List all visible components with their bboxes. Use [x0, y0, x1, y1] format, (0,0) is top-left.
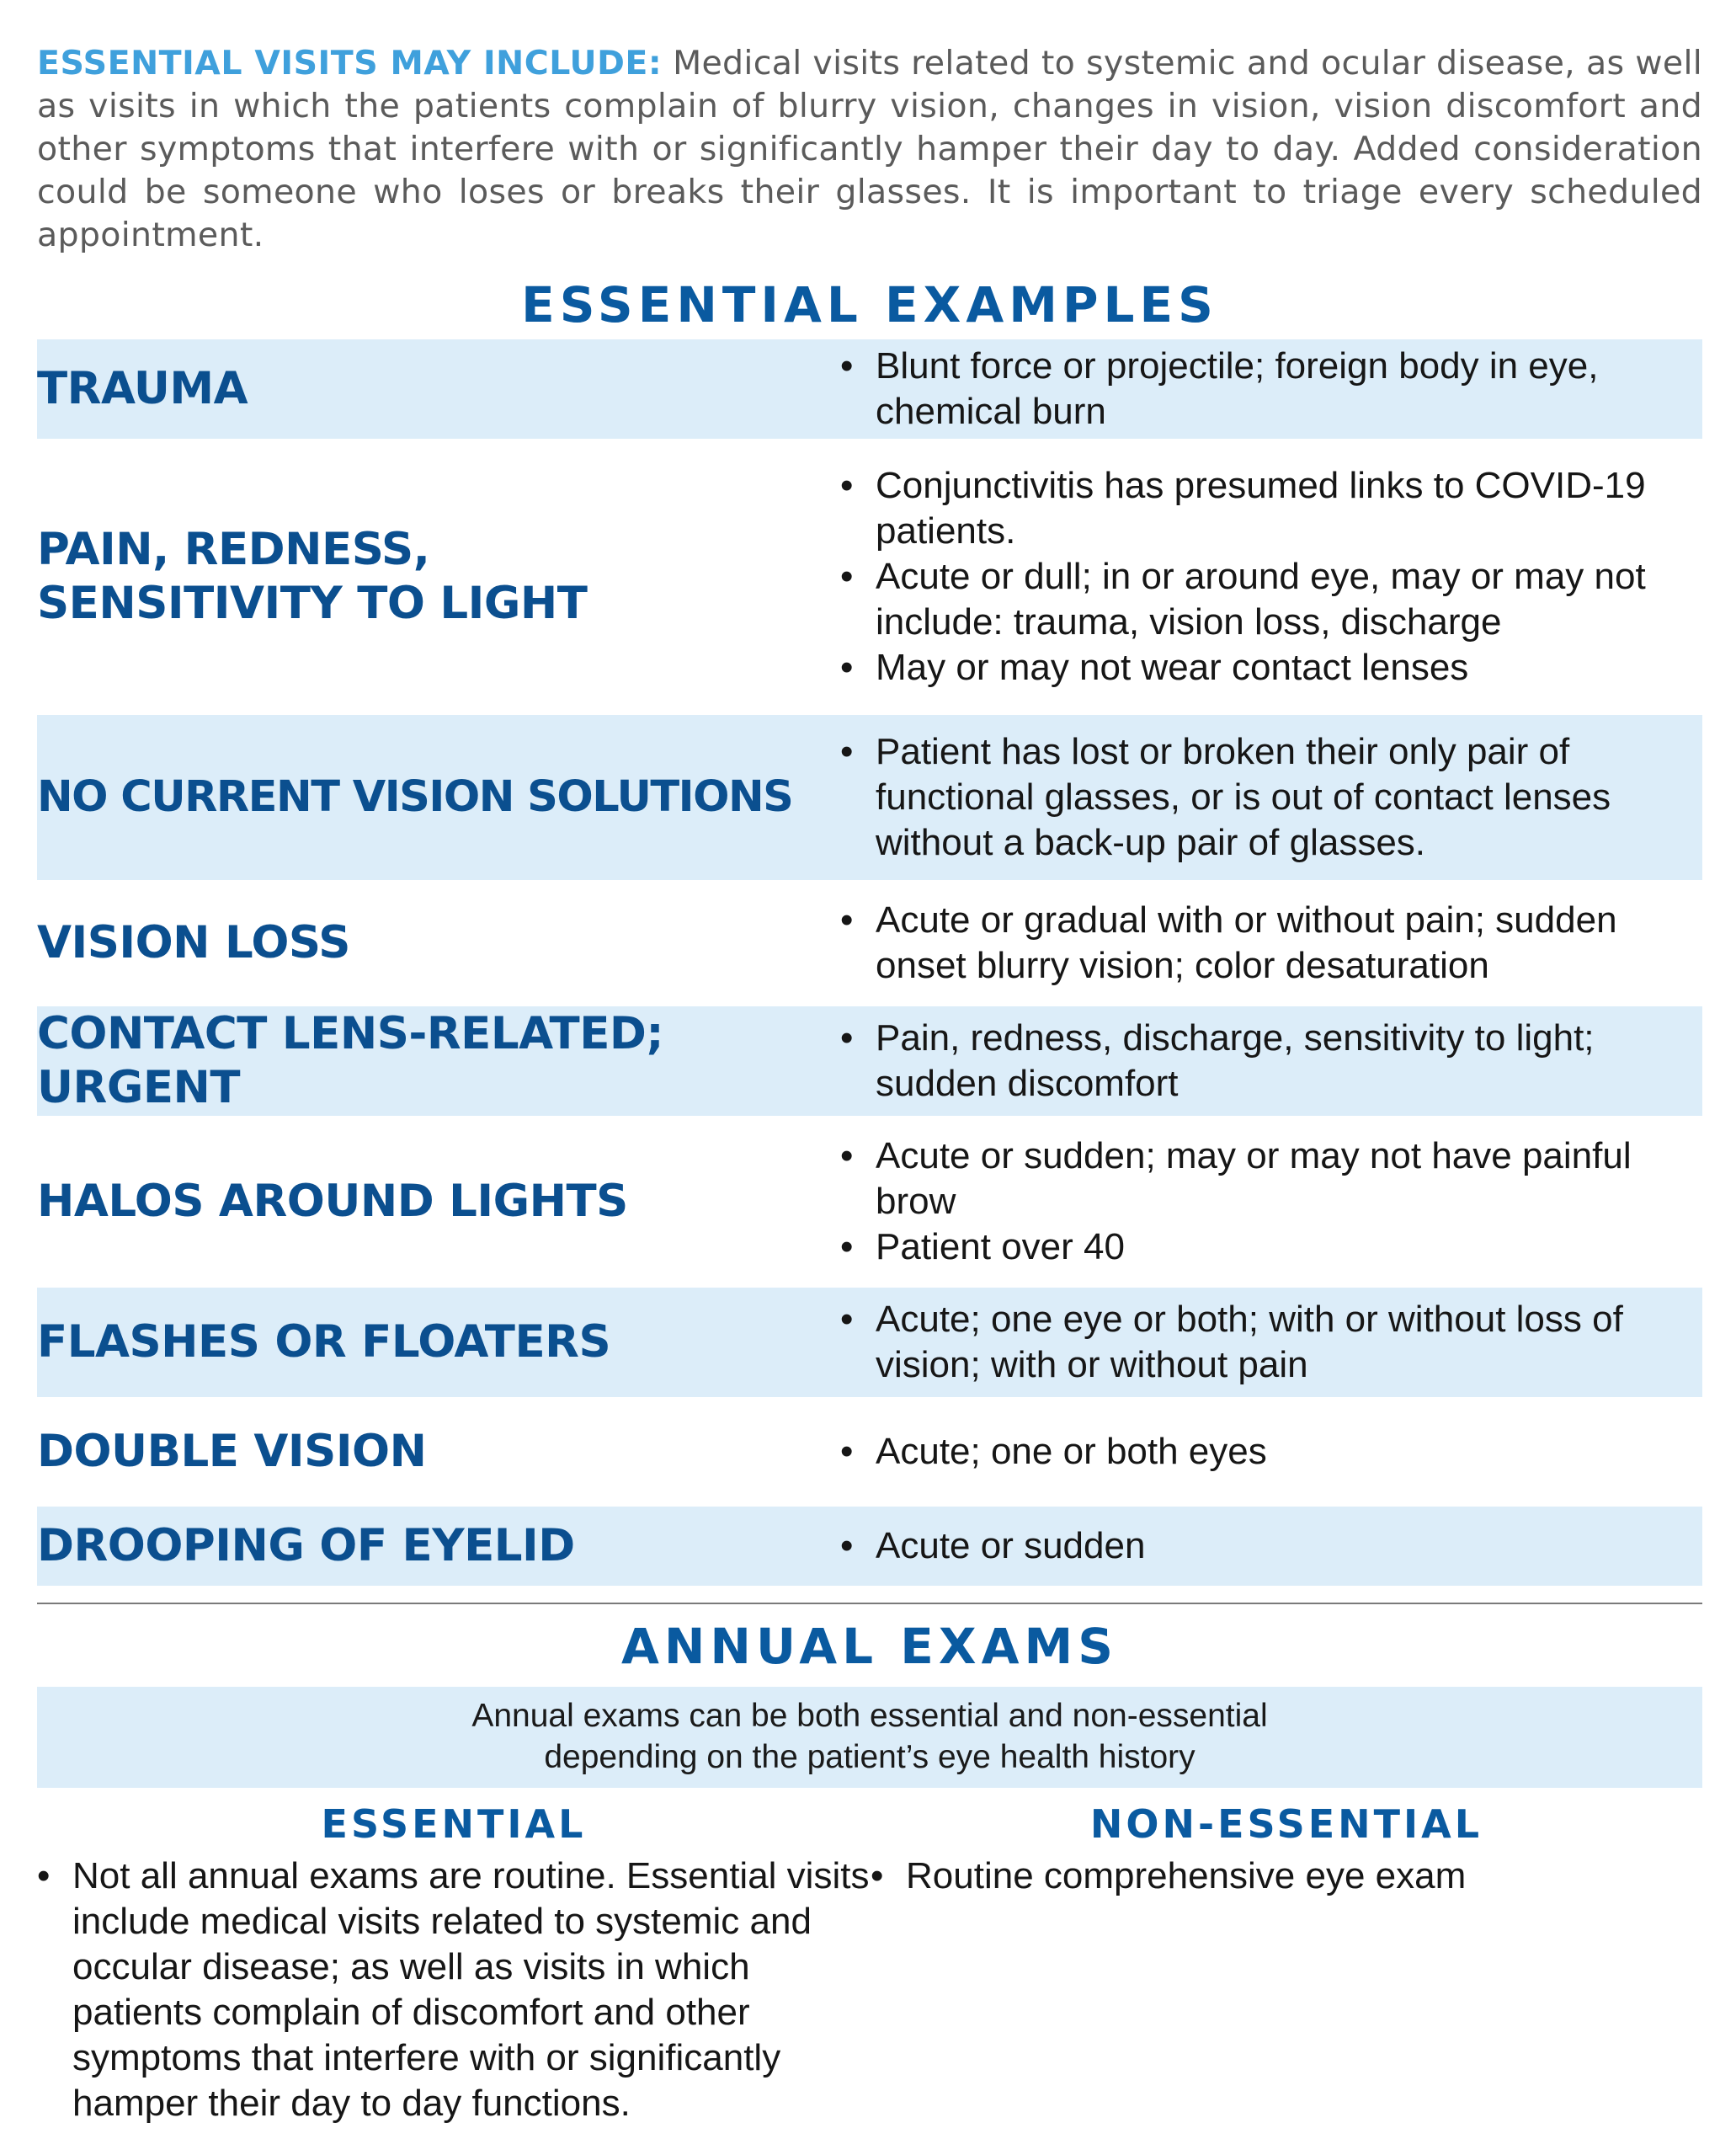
list-item: • Conjunctivitis has presumed links to COVID-19 patients. — [840, 465, 1646, 552]
intro-text: Medical visits related to systemic and ocular disease, as well as visits in which the patients complain of blurry vision, changes in vision, vision discomfort and other symptoms that interfere with or significantly hamper their day to day. Added consideration could be someone who loses or breaks their glasses. It is important to triage every scheduled appointment. — [37, 44, 1703, 254]
list-item: • Patient over 40 — [840, 1226, 1125, 1267]
intro-lead: ESSENTIAL VISITS MAY INCLUDE: — [37, 44, 663, 83]
condition-bullets — [810, 463, 1702, 691]
list-item: • Routine comprehensive eye exam — [871, 1855, 1467, 1896]
table-row — [37, 1006, 1702, 1116]
condition-label: CONTACT LENS-RELATED; URGENT — [37, 1008, 664, 1113]
table-row — [37, 715, 1702, 880]
essential-examples-title: ESSENTIAL EXAMPLES — [521, 276, 1218, 333]
non-essential-heading: NON-ESSENTIAL — [1089, 1801, 1483, 1847]
list-item: • Pain, redness, discharge, sensitivity to light; sudden discomfort — [840, 1017, 1595, 1104]
annual-exams-note — [37, 1687, 1702, 1788]
condition-bullets — [810, 1134, 1702, 1270]
condition-bullets — [810, 1016, 1702, 1107]
annual-note-line-2: depending on the patient’s eye health history — [544, 1739, 1195, 1775]
table-row — [37, 880, 1702, 1006]
condition-bullets — [810, 1297, 1702, 1388]
condition-label: HALOS AROUND LIGHTS — [37, 1176, 628, 1227]
condition-bullets — [810, 344, 1702, 435]
condition-label: VISION LOSS — [37, 917, 350, 968]
non-essential-column — [871, 1800, 1702, 2126]
condition-bullets — [810, 1429, 1702, 1475]
list-item: • Acute or gradual with or without pain; sudden onset blurry vision; color desaturation — [840, 899, 1617, 986]
list-item: • Patient has lost or broken their only pair of functional glasses, or is out of contact lenses without a back-up pair of glasses. — [840, 731, 1611, 863]
table-row — [37, 1116, 1702, 1288]
document-page — [37, 37, 1702, 2126]
essential-bullets — [37, 1854, 871, 2126]
non-essential-bullets — [871, 1854, 1702, 1899]
annual-note-line-1: Annual exams can be both essential and non-essential — [471, 1698, 1268, 1734]
list-item: • May or may not wear contact lenses — [840, 647, 1469, 688]
condition-bullets — [810, 1523, 1702, 1569]
condition-label: PAIN, REDNESS, SENSITIVITY TO LIGHT — [37, 524, 588, 629]
condition-bullets — [810, 898, 1702, 989]
section-divider — [37, 1603, 1702, 1604]
table-row — [37, 1288, 1702, 1397]
list-item: • Acute; one eye or both; with or without loss of vision; with or without pain — [840, 1299, 1623, 1385]
condition-label: NO CURRENT VISION SOLUTIONS — [37, 772, 793, 822]
annual-exams-title: ANNUAL EXAMS — [620, 1618, 1119, 1675]
condition-label: DROOPING OF EYELID — [37, 1520, 575, 1571]
list-item: • Acute or sudden; may or may not have painful brow — [840, 1135, 1632, 1222]
table-row — [37, 1397, 1702, 1507]
list-item: • Acute or sudden — [840, 1525, 1146, 1566]
condition-label: FLASHES OR FLOATERS — [37, 1316, 611, 1368]
list-item: • Acute; one or both eyes — [840, 1431, 1267, 1472]
condition-bullets — [810, 729, 1702, 866]
essential-heading: ESSENTIAL — [321, 1801, 587, 1847]
table-row — [37, 439, 1702, 715]
list-item: • Not all annual exams are routine. Essential visits include medical visits related to systemic and occular disease; as well as visits in which patients complain of discomfort and other symptoms that interfere with or significantly hamper their day to day functions. — [37, 1855, 870, 2124]
annual-exams-columns — [37, 1800, 1702, 2126]
table-row — [37, 1507, 1702, 1586]
condition-label: DOUBLE VISION — [37, 1426, 427, 1477]
essential-examples-table — [37, 339, 1702, 1586]
intro-paragraph — [37, 37, 1702, 257]
essential-column — [37, 1800, 871, 2126]
condition-label: TRAUMA — [37, 363, 248, 414]
table-row — [37, 339, 1702, 439]
list-item: • Acute or dull; in or around eye, may or may not include: trauma, vision loss, discharge — [840, 556, 1646, 643]
list-item: • Blunt force or projectile; foreign body in eye, chemical burn — [840, 345, 1599, 432]
